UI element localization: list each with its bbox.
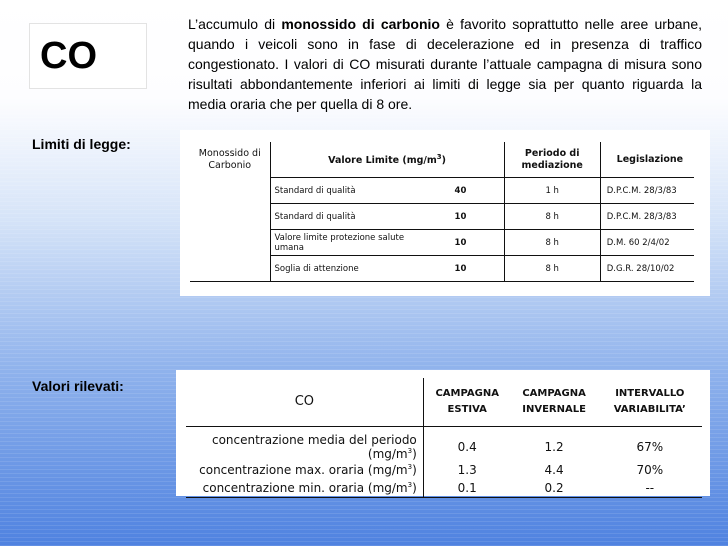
- header-winter: CAMPAGNA INVERNALE: [511, 378, 598, 427]
- intro-text-bold: monossido di carbonio: [281, 16, 440, 32]
- limits-label: Limiti di legge:: [32, 136, 131, 152]
- winter-value: 4.4: [544, 463, 564, 477]
- limit-value: 10: [422, 204, 504, 230]
- winter-value: 1.2: [544, 440, 564, 454]
- limit-period: 8 h: [504, 204, 600, 230]
- limit-law: D.P.C.M. 28/3/83: [600, 178, 694, 204]
- limit-desc: Valore limite protezione salute umana: [270, 230, 422, 256]
- header-pollutant: Monossido di Carbonio: [198, 147, 261, 171]
- table-row: [186, 427, 702, 462]
- header-limit-value: Valore Limite $(mg/m^3)$: [270, 142, 504, 178]
- limits-table-panel: [180, 130, 710, 296]
- range-value: 70%: [636, 463, 664, 477]
- intro-text-after: è favorito soprattutto nelle aree urbane, quando i veicoli sono in fase di decelerazione ed in presenza di traffico congestionato. I valori di CO misurati durante l’attuale campagna di misura sono risultati abbondantemente inferiori ai limiti di legge sia per quanto riguarda la media oraria che per quella di 8 ore.: [188, 16, 702, 112]
- limit-period: 8 h: [504, 230, 600, 256]
- measured-table: [186, 378, 702, 498]
- table-row: [186, 479, 702, 498]
- header-law: Legislazione: [600, 142, 694, 178]
- summer-value: 0.4: [457, 440, 477, 454]
- co-title-badge: CO: [30, 24, 146, 88]
- header-summer: CAMPAGNA ESTIVA: [423, 378, 510, 427]
- measured-table-panel: [176, 370, 710, 496]
- limit-value: 10: [422, 230, 504, 256]
- table-row: [186, 461, 702, 479]
- intro-paragraph: [188, 14, 702, 114]
- limit-desc: Standard di qualità: [270, 178, 422, 204]
- table-row: [190, 204, 694, 230]
- header-range: INTERVALLO VARIABILITA’: [598, 378, 702, 427]
- limit-period: 1 h: [504, 178, 600, 204]
- limit-desc: Standard di qualità: [270, 204, 422, 230]
- measure-desc: concentrazione min. oraria $(mg/m^3)$: [186, 479, 423, 498]
- range-value: --: [598, 479, 702, 498]
- intro-text-before: L’accumulo di: [188, 16, 282, 32]
- limit-law: D.P.C.M. 28/3/83: [600, 204, 694, 230]
- table-row: [190, 256, 694, 282]
- first-col-cell: [190, 204, 270, 230]
- limit-desc: Soglia di attenzione: [270, 256, 422, 282]
- summer-value: 1.3: [457, 463, 477, 477]
- limit-period: 8 h: [504, 256, 600, 282]
- limit-value: 40: [422, 178, 504, 204]
- header-pollutant: CO: [186, 378, 423, 427]
- range-value: 67%: [636, 440, 664, 454]
- limit-value: 10: [422, 256, 504, 282]
- table-row: [190, 178, 694, 204]
- first-col-cell: [190, 256, 270, 282]
- measure-desc: concentrazione media del periodo $(mg/m^3)$: [186, 427, 423, 462]
- first-col-cell: [190, 230, 270, 256]
- summer-value: 0.1: [423, 479, 510, 498]
- measure-desc: concentrazione max. oraria $(mg/m^3)$: [186, 461, 423, 479]
- header-period: Periodo di mediazione: [504, 142, 600, 178]
- winter-value: 0.2: [511, 479, 598, 498]
- table-row: [190, 230, 694, 256]
- measured-label: Valori rilevati:: [32, 378, 124, 394]
- limit-law: D.G.R. 28/10/02: [600, 256, 694, 282]
- limit-law: D.M. 60 2/4/02: [600, 230, 694, 256]
- first-col-cell: [190, 178, 270, 204]
- limits-table: [190, 142, 694, 282]
